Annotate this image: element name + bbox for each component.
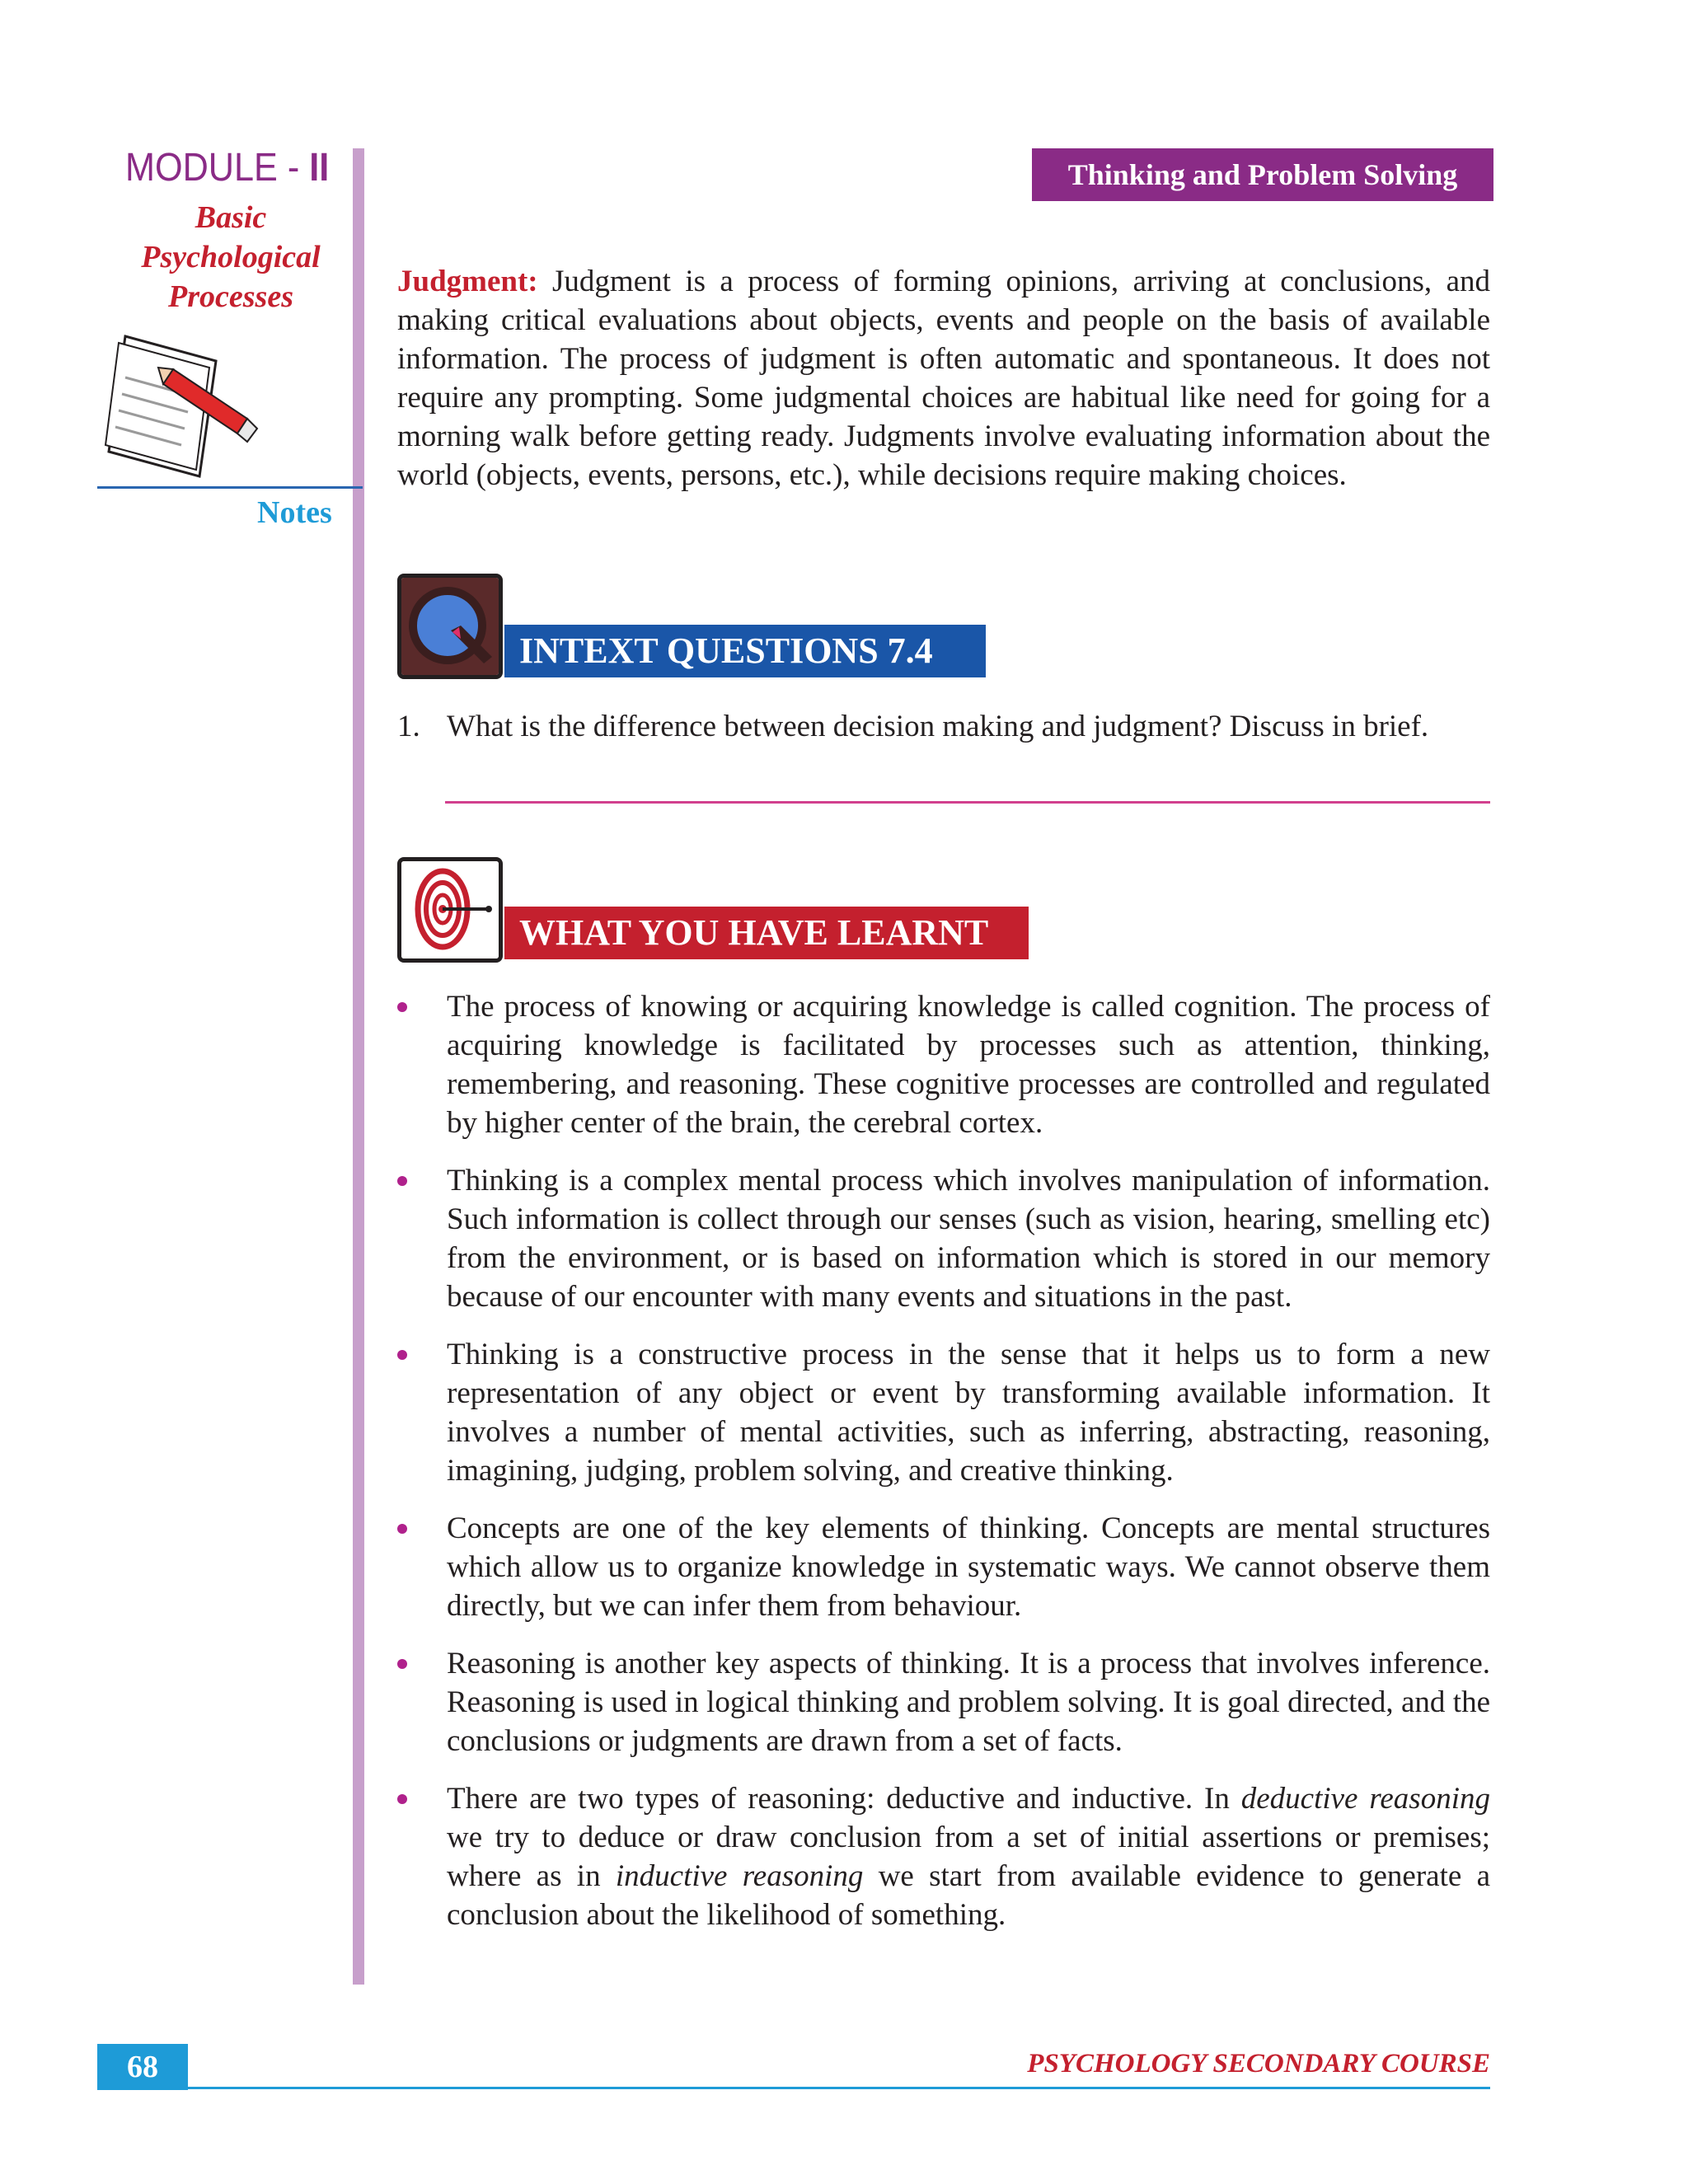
question-text: What is the difference between decision making and judgment? Discuss in brief. [447, 710, 1429, 743]
margin-divider-bar [353, 148, 364, 1985]
judgment-paragraph [397, 262, 1490, 494]
list-item [397, 1644, 1490, 1760]
footer-rule [188, 2087, 1490, 2089]
bullet-icon [397, 1002, 407, 1012]
answer-line [445, 801, 1490, 804]
module-subtitle [99, 198, 363, 316]
list-item [397, 1509, 1490, 1625]
question-q-icon [397, 574, 503, 679]
list-item [397, 1161, 1490, 1316]
notes-rule [97, 486, 363, 489]
bullet-text: Reasoning is another key aspects of thinking. It is a process that involves inference. Reasoning is used in logical thinking and problem solving. It is goal directed, and the conclusions or judgments are drawn from a set of facts. [447, 1647, 1490, 1758]
bullet-icon [397, 1350, 407, 1360]
bullet-text: Thinking is a complex mental process which involves manipulation of information. Such information is collect through our senses (such as vision, hearing, smelling etc) from the environment, or is based on information which is stored in our memory because of our encounter with many events and situations in the past. [447, 1164, 1490, 1314]
target-icon [397, 857, 503, 963]
learnt-bullet-list [397, 987, 1490, 1953]
module-subtitle-line: Basic [195, 200, 267, 235]
question-item [397, 707, 1490, 746]
module-subtitle-line: Psychological [141, 240, 321, 274]
module-title: MODULE - II [125, 146, 330, 190]
bullet-icon [397, 1176, 407, 1186]
judgment-lead: Judgment: [397, 265, 538, 298]
notes-label: Notes [257, 495, 332, 530]
page-number: 68 [97, 2044, 188, 2090]
course-title: PSYCHOLOGY SECONDARY COURSE [1027, 2049, 1490, 2079]
bullet-text: Thinking is a constructive process in the sense that it helps us to form a new representation of any object or event by transforming available information. It involves a number of mental activities, such as inferring, abstracting, reasoning, imagining, judging, problem solving, and creative thinking. [447, 1338, 1490, 1488]
bullet-text: Concepts are one of the key elements of thinking. Concepts are mental structures which allow us to organize knowledge in systematic ways. We cannot observe them directly, but we can infer them from behaviour. [447, 1511, 1490, 1623]
notepad-pencil-icon [101, 328, 265, 493]
italic-term: inductive reasoning [615, 1859, 864, 1893]
bullet-text: There are two types of reasoning: deductive and inductive. In deductive reasoning we try to deduce or draw conclusion from a set of initial assertions or premises; where as in inductive reasoning we start from available evidence to generate a conclusion about the likelihood of something. [447, 1782, 1490, 1932]
question-number: 1. [397, 710, 420, 743]
module-subtitle-line: Processes [168, 279, 293, 314]
what-you-have-learnt-heading: WHAT YOU HAVE LEARNT [504, 907, 1029, 959]
italic-term: deductive reasoning [1240, 1782, 1490, 1816]
bullet-icon [397, 1524, 407, 1534]
bullet-text: The process of knowing or acquiring knowledge is called cognition. The process of acquiring knowledge is facilitated by processes such as attention, thinking, remembering, and reasoning. These cognitive processes are controlled and regulated by higher center of the brain, the cerebral cortex. [447, 990, 1490, 1140]
bullet-icon [397, 1659, 407, 1669]
list-item [397, 987, 1490, 1142]
list-item [397, 1779, 1490, 1934]
bullet-icon [397, 1794, 407, 1804]
list-item [397, 1335, 1490, 1490]
intext-questions-heading: INTEXT QUESTIONS 7.4 [504, 625, 986, 677]
chapter-title-tag: Thinking and Problem Solving [1032, 148, 1493, 201]
judgment-text: Judgment is a process of forming opinions, arriving at conclusions, and making critical evaluations about objects, events and people on the basis of available information. The process of judgment is often automatic and spontaneous. It does not require any prompting. Some judgmental choices are habitual like need for going for a morning walk before getting ready. Judgments involve evaluating information about the world (objects, events, persons, etc.), while decisions require making choices. [397, 265, 1490, 492]
